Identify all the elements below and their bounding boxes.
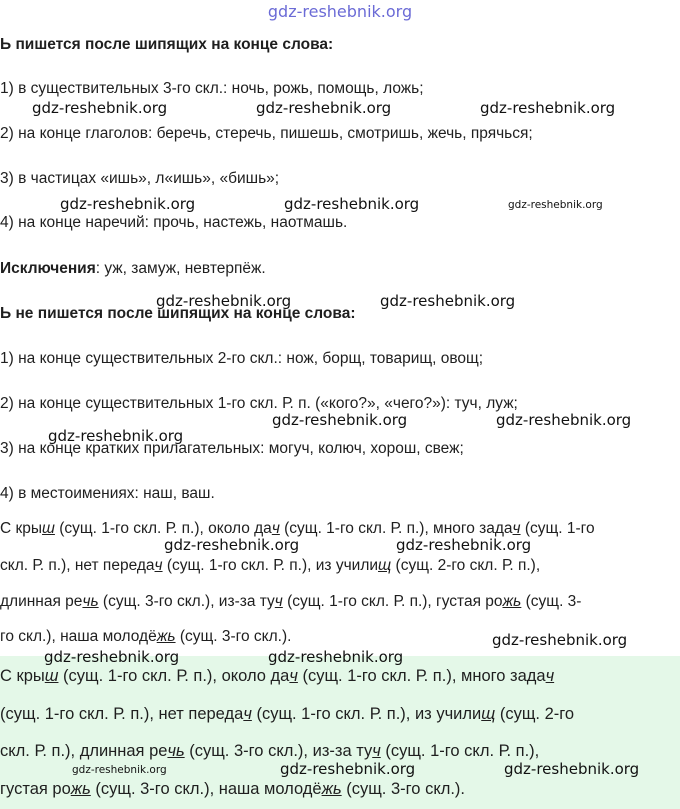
watermark: gdz-reshebnik.org [256, 99, 392, 117]
answer-text: (сущ. 1-го скл. Р. п.), [380, 742, 540, 760]
watermark: gdz-reshebnik.org [508, 199, 603, 211]
highlighted-letter: щ [481, 705, 496, 723]
highlighted-letter: ч [271, 520, 280, 537]
highlighted-letter: жь [502, 593, 522, 610]
answer-text: (сущ. 3-го скл.). [175, 628, 292, 645]
watermark: gdz-reshebnik.org [268, 648, 404, 666]
answer-line-3 [0, 592, 581, 612]
rule2-item-3: 3) на конце кратких прилагательных: могуч, колюч, хорош, свеж; [0, 440, 464, 457]
highlighted-letter: ч [289, 667, 298, 685]
answer-text: густая ро [0, 780, 71, 798]
answer-panel [0, 656, 680, 809]
watermark: gdz-reshebnik.org [496, 411, 632, 429]
watermark: gdz-reshebnik.org [48, 427, 184, 445]
watermark: gdz-reshebnik.org [72, 764, 167, 776]
watermark: gdz-reshebnik.org [380, 292, 516, 310]
answer-text: длинная ре [0, 593, 83, 610]
answer-text: (сущ. 3-го скл.), из-за ту [98, 593, 275, 610]
rule1-item-3: 3) в частицах «ишь», л«ишь», «бишь»; [0, 170, 280, 187]
watermark: gdz-reshebnik.org [396, 536, 532, 554]
answer-panel-line-3 [0, 740, 539, 762]
answer-panel-line-4 [0, 778, 465, 800]
answer-text: (сущ. 2-го скл. Р. п.), [391, 557, 541, 574]
answer-text: скл. Р. п.), нет переда [0, 557, 155, 574]
highlighted-letter: ч [512, 520, 521, 537]
exceptions-label: Исключения [0, 260, 96, 277]
watermark: gdz-reshebnik.org [272, 411, 408, 429]
answer-text: (сущ. 1-го [520, 520, 595, 537]
highlighted-letter: ч [372, 742, 381, 760]
answer-text: (сущ. 3-го скл.). [341, 780, 466, 798]
rule2-item-2: 2) на конце существительных 1-го скл. Р. п. («кого?», «чего?»): туч, луж; [0, 395, 518, 412]
highlighted-letter: ш [44, 667, 59, 685]
watermark: gdz-reshebnik.org [504, 760, 640, 778]
highlighted-letter: ш [42, 520, 55, 537]
highlighted-letter: жь [70, 780, 91, 798]
site-header[interactable]: gdz-reshebnik.org [267, 2, 413, 21]
rule1-title: Ь пишется после шипящих на конце слова: [0, 36, 334, 53]
answer-text: го скл.), наша молодё [0, 628, 157, 645]
answer-text: (сущ. 1-го скл. Р. п.), много зада [279, 520, 513, 537]
exceptions-text: : уж, замуж, невтерпёж. [95, 260, 266, 277]
rule1-item-1: 1) в существительных 3-го скл.: ночь, рожь, помощь, ложь; [0, 80, 424, 97]
highlighted-letter: жь [156, 628, 176, 645]
rule1-item-2: 2) на конце глаголов: беречь, стеречь, пишешь, смотришь, жечь, прячься; [0, 125, 533, 142]
highlighted-letter: ч [274, 593, 283, 610]
highlighted-letter: щ [378, 557, 392, 574]
answer-line-2 [0, 556, 540, 576]
answer-text: (сущ. 1-го скл. Р. п.), нет переда [0, 705, 244, 723]
answer-text: (сущ. 3-го скл.), из-за ту [184, 742, 373, 760]
answer-text: С кры [0, 520, 43, 537]
answer-line-4 [0, 627, 291, 647]
answer-text: (сущ. 1-го скл. Р. п.), много зада [297, 667, 546, 685]
watermark: gdz-reshebnik.org [156, 292, 292, 310]
rule2-title: Ь не пишется после шипящих на конце слова: [0, 305, 356, 322]
highlighted-letter: ч [154, 557, 163, 574]
watermark: gdz-reshebnik.org [164, 536, 300, 554]
answer-text: (сущ. 1-го скл. Р. п.), густая ро [282, 593, 503, 610]
rule1-item-4: 4) на конце наречий: прочь, настежь, наотмашь. [0, 214, 348, 231]
watermark: gdz-reshebnik.org [60, 195, 196, 213]
answer-text: С кры [0, 667, 45, 685]
highlighted-letter: чь [82, 593, 99, 610]
highlighted-letter: ч [243, 705, 252, 723]
watermark: gdz-reshebnik.org [280, 760, 416, 778]
answer-text: (сущ. 3- [521, 593, 582, 610]
answer-panel-line-1 [0, 665, 554, 687]
answer-text: (сущ. 1-го скл. Р. п.), около да [58, 667, 290, 685]
watermark: gdz-reshebnik.org [284, 195, 420, 213]
watermark: gdz-reshebnik.org [32, 99, 168, 117]
highlighted-letter: жь [321, 780, 342, 798]
watermark: gdz-reshebnik.org [480, 99, 616, 117]
answer-text: (сущ. 1-го скл. Р. п.), около да [54, 520, 272, 537]
answer-text: (сущ. 2-го [495, 705, 575, 723]
rule2-item-4: 4) в местоимениях: наш, ваш. [0, 485, 215, 502]
exceptions-line [0, 259, 266, 279]
rule2-item-1: 1) на конце существительных 2-го скл.: нож, борщ, товарищ, овощ; [0, 350, 484, 367]
watermark: gdz-reshebnik.org [492, 631, 628, 649]
answer-text: скл. Р. п.), длинная ре [0, 742, 168, 760]
answer-panel-line-2 [0, 703, 574, 725]
watermark: gdz-reshebnik.org [44, 648, 180, 666]
highlighted-letter: ч [545, 667, 555, 685]
answer-text: (сущ. 1-го скл. Р. п.), из учили [251, 705, 482, 723]
answer-text: (сущ. 3-го скл.), наша молодё [90, 780, 322, 798]
answer-text: (сущ. 1-го скл. Р. п.), из учили [162, 557, 379, 574]
highlighted-letter: чь [167, 742, 185, 760]
